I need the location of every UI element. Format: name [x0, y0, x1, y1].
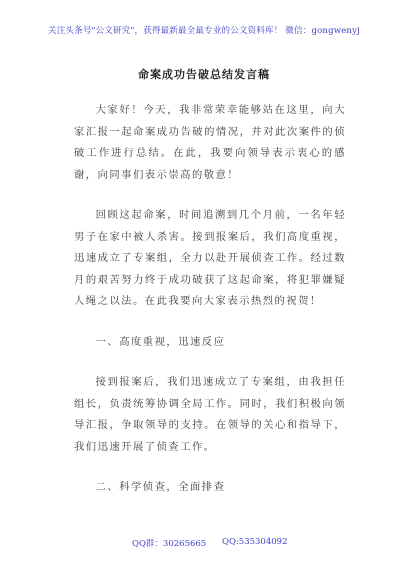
document-title: 命案成功告破总结发言稿: [138, 68, 270, 81]
footer-qq-group: QQ群：30265665: [132, 539, 207, 549]
paragraph-review: 回顾这起命案，时间追溯到几个月前，一名年轻男子在家中被人杀害。接到报案后，我们高度重视，迅速成立了专案组，全力以赴开展侦查工作。经过数月的艰苦努力终于成功破获了这起命案，将犯罪嫌疑人绳之以法。在此我要向大家表示热烈的祝贺！: [74, 209, 346, 307]
document-body: [74, 100, 346, 518]
footer-qq: QQ:535304092: [222, 537, 288, 547]
paragraph-response: 接到报案后，我们迅速成立了专案组，由我担任组长，负责统筹协调全局工作。同时，我们积极向领导汇报，争取领导的支持。在领导的关心和指导下，我们迅速开展了侦查工作。: [74, 376, 346, 453]
section-heading-1: 一、高度重视，迅速反应: [95, 335, 226, 348]
section-heading-2: 二、科学侦查，全面排查: [95, 481, 226, 493]
paragraph-intro: 大家好！今天，我非常荣幸能够站在这里，向大家汇报一起命案成功告破的情况，并对此次案件的侦破工作进行总结。在此，我要向领导表示衷心的感谢，向同事们表示崇高的敬意！: [74, 104, 346, 181]
header-note: 关注头条号"公文研究"，获得最新最全最专业的公文资料库！ 微信：gongwenyj: [48, 26, 360, 36]
